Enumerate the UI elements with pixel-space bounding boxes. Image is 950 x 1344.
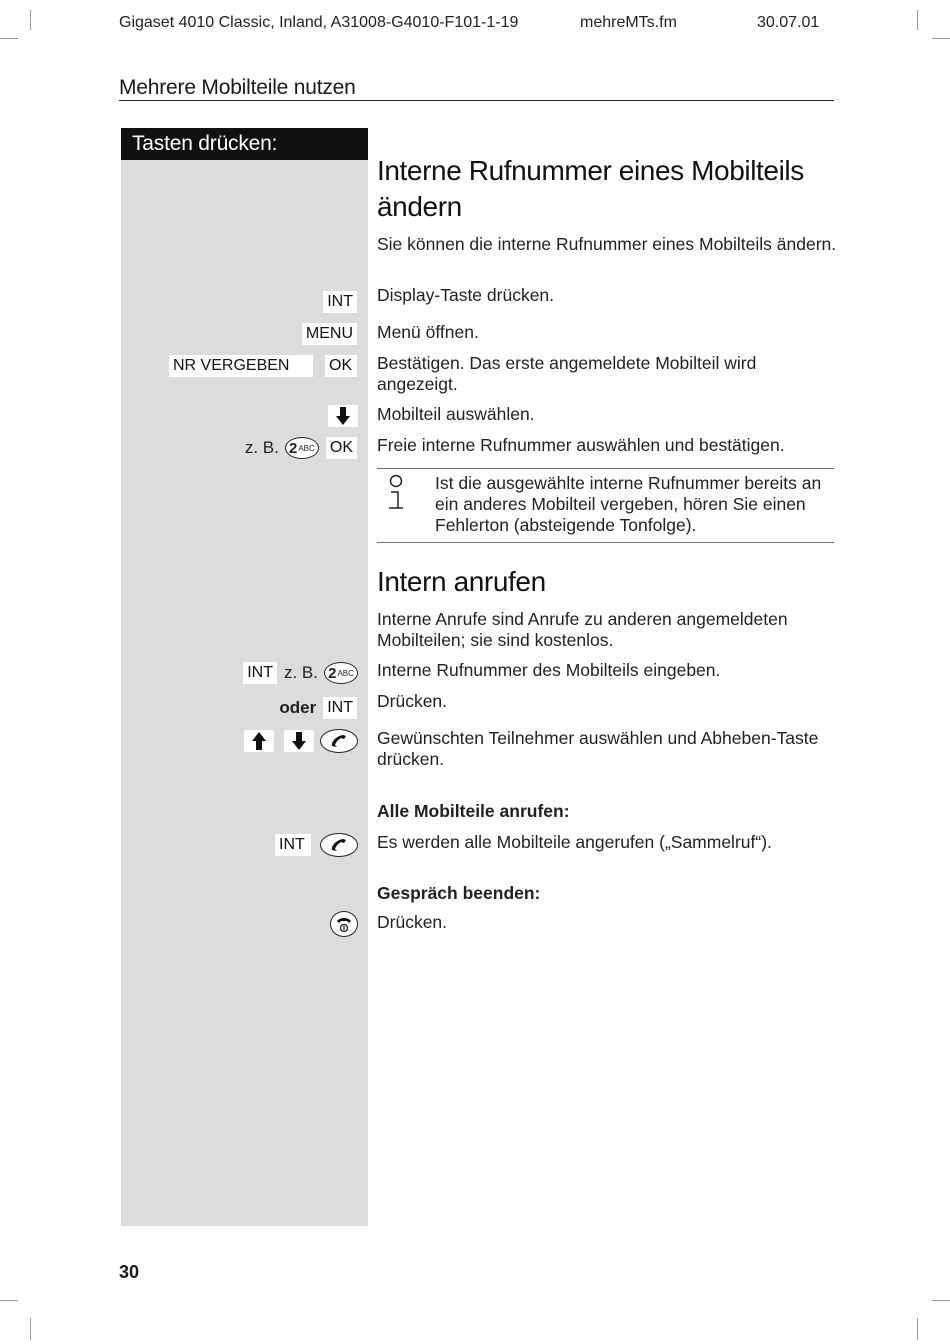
section-intro: Sie können die interne Rufnummer eines Mobilteils ändern. — [377, 234, 837, 254]
header-filename: mehreMTs.fm — [580, 14, 677, 31]
section-heading: Interne Rufnummer eines Mobilteils ändern — [377, 155, 804, 222]
crop-mark — [932, 38, 950, 39]
down-arrow-icon — [328, 405, 358, 427]
step-keys — [244, 729, 358, 753]
note-rule-top — [377, 468, 834, 469]
menu-key: MENU — [301, 322, 358, 346]
step-text: Drücken. — [377, 691, 448, 711]
nr-vergeben-key: NR VERGEBEN — [168, 354, 314, 378]
int-key: INT — [322, 696, 358, 720]
step-keys — [242, 661, 358, 685]
crop-mark — [917, 1318, 918, 1340]
step-text: Drücken. — [377, 912, 448, 932]
crop-mark — [0, 1300, 18, 1301]
section-intro: Interne Anrufe sind Anrufe zu anderen angemeldeten Mobilteilen; sie sind kostenlos. — [377, 609, 788, 650]
step-text: Freie interne Rufnummer auswählen und bestätigen. — [377, 435, 785, 455]
section-divider — [119, 100, 834, 101]
down-arrow-icon — [284, 730, 314, 752]
int-key: INT — [274, 833, 312, 857]
ok-key: OK — [325, 436, 358, 460]
header-doc-info: Gigaset 4010 Classic, Inland, A31008-G4010-F101-1-19 — [119, 14, 519, 31]
step-keys — [301, 322, 358, 346]
step-text: Menü öffnen. — [377, 322, 479, 342]
step-text: Bestätigen. Das erste angemeldete Mobilteil wird angezeigt. — [377, 353, 757, 394]
end-call-icon — [330, 911, 358, 937]
step-text: Es werden alle Mobilteile angerufen („Sammelruf“). — [377, 832, 772, 852]
crop-mark — [30, 1318, 31, 1340]
key-column-heading: Tasten drücken: — [121, 128, 368, 160]
header-date: 30.07.01 — [757, 14, 820, 31]
note-text: Ist die ausgewählte interne Rufnummer bereits an ein anderes Mobilteil vergeben, hören Sie einen Fehlerton (absteigende Tonfolge). — [435, 473, 822, 535]
step-keys — [279, 696, 358, 720]
step-keys — [168, 354, 358, 378]
crop-mark — [30, 10, 31, 30]
int-key: INT — [242, 661, 278, 685]
section-heading: Intern anrufen — [377, 566, 546, 597]
int-key: INT — [322, 290, 358, 314]
handset-icon — [320, 833, 358, 857]
section-title: Mehrere Mobilteile nutzen — [119, 76, 356, 99]
example-label: z. B. — [244, 438, 279, 457]
digit-2-key: 2 ABC — [324, 662, 358, 684]
step-keys — [328, 405, 358, 427]
step-keys — [274, 833, 358, 857]
crop-mark — [917, 10, 918, 30]
handset-icon — [320, 729, 358, 753]
step-keys — [322, 290, 358, 314]
crop-mark — [0, 38, 18, 39]
step-keys — [245, 436, 358, 460]
step-keys — [330, 911, 358, 937]
page-number: 30 — [119, 1262, 140, 1282]
or-label: oder — [279, 698, 317, 717]
step-text: Interne Rufnummer des Mobilteils eingeben. — [377, 660, 721, 680]
ok-key: OK — [324, 354, 358, 378]
digit-2-key: 2 ABC — [285, 437, 319, 459]
subsection-heading: Alle Mobilteile anrufen: — [377, 801, 570, 821]
crop-mark — [932, 1300, 950, 1301]
step-text: Display-Taste drücken. — [377, 285, 555, 305]
up-arrow-icon — [244, 730, 274, 752]
note-rule-bottom — [377, 542, 834, 543]
info-icon — [385, 474, 409, 519]
step-text: Gewünschten Teilnehmer auswählen und Abheben-Taste drücken. — [377, 728, 819, 769]
step-text: Mobilteil auswählen. — [377, 404, 535, 424]
subsection-heading: Gespräch beenden: — [377, 883, 541, 903]
example-label: z. B. — [283, 663, 318, 682]
